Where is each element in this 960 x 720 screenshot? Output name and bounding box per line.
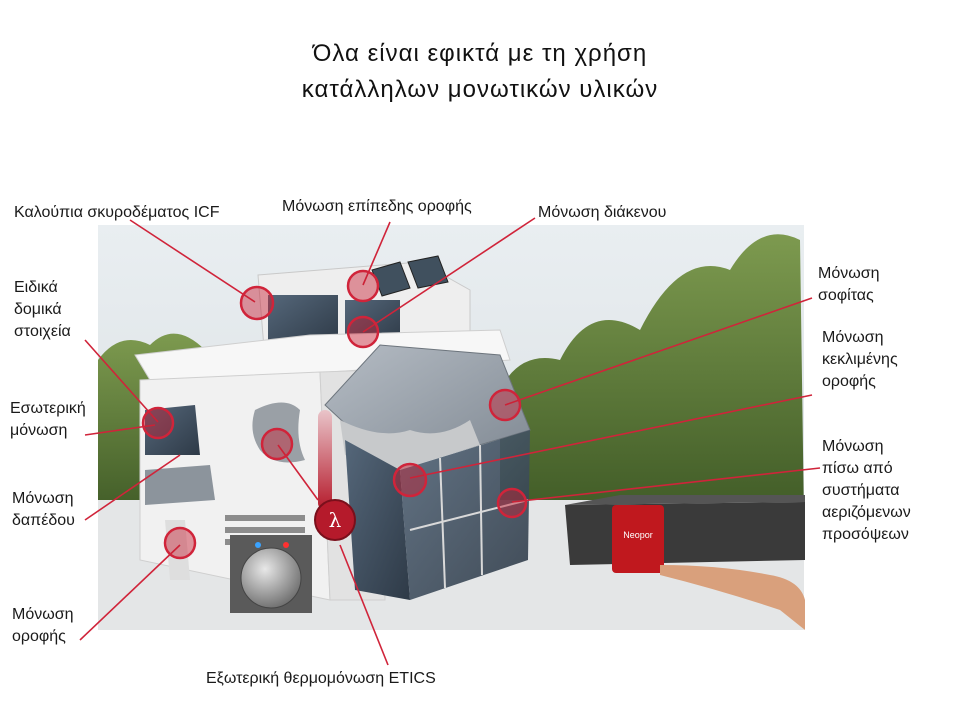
marker-pitched-roof	[394, 464, 426, 496]
label-special-elements: Ειδικά δομικά στοιχεία	[14, 279, 71, 340]
marker-cavity	[348, 317, 378, 347]
marker-icf	[241, 287, 273, 319]
label-floor: Μόνωση δαπέδου	[12, 490, 75, 529]
label-pitched-roof: Μόνωση κεκλιμένης οροφής	[822, 329, 898, 390]
marker-flat-roof	[348, 271, 378, 301]
label-flat-roof: Μόνωση επίπεδης οροφής	[282, 198, 472, 215]
marker-ventilated	[498, 489, 526, 517]
neopor-brand-label: Neopor	[623, 530, 653, 540]
marker-attic	[490, 390, 520, 420]
label-attic: Μόνωση σοφίτας	[818, 265, 880, 304]
thermostat-dial	[241, 548, 301, 608]
marker-etics	[262, 429, 292, 459]
label-ventilated: Μόνωση πίσω από συστήματα αεριζόμενων προσόψεων	[822, 438, 911, 543]
label-cavity: Μόνωση διάκενου	[538, 204, 667, 221]
title-line-1: Όλα είναι εφικτά με τη χρήση	[312, 40, 648, 67]
insulation-block	[565, 502, 805, 565]
thermometer-icon	[318, 410, 332, 510]
marker-ceiling	[165, 528, 195, 558]
title-line-2: κατάλληλων μονωτικών υλικών	[301, 76, 659, 103]
lambda-symbol: λ	[328, 508, 342, 532]
label-ceiling: Μόνωση οροφής	[12, 606, 74, 645]
label-icf: Καλούπια σκυροδέματος ICF	[14, 204, 220, 221]
label-etics: Εξωτερική θερμομόνωση ETICS	[206, 670, 436, 687]
marker-special-elements	[143, 408, 173, 438]
label-internal: Εσωτερική μόνωση	[10, 400, 86, 439]
